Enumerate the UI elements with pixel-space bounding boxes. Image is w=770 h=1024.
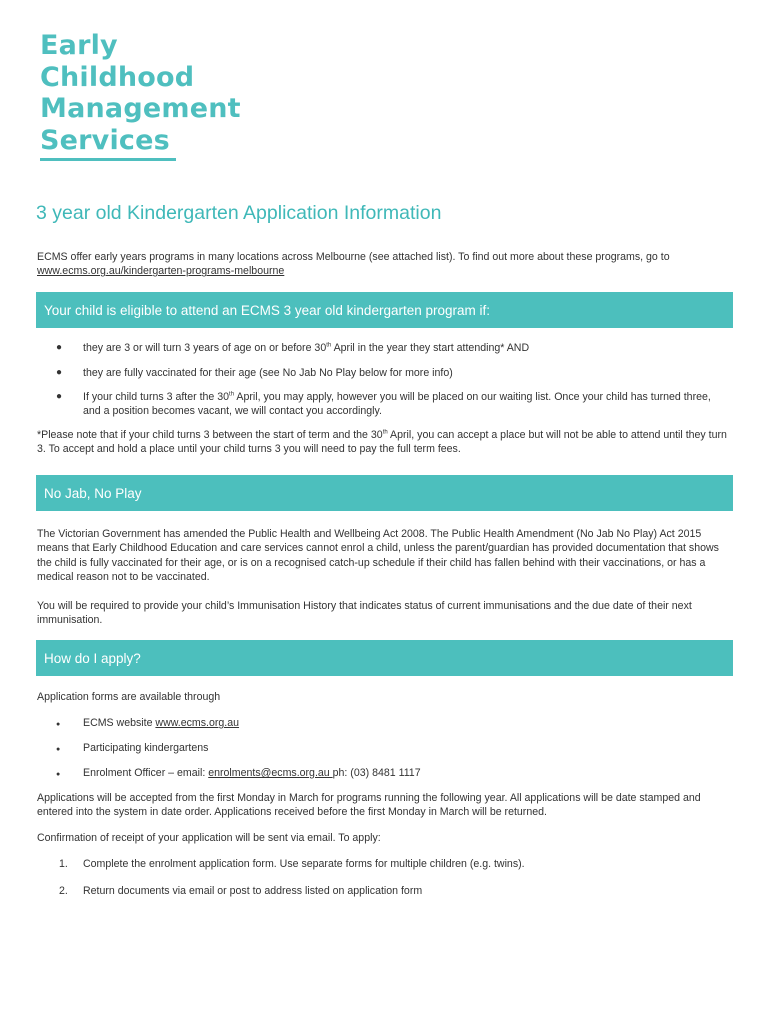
apply-paragraph-2: Confirmation of receipt of your application will be sent via email. To apply: <box>37 832 381 844</box>
nojab-heading: No Jab, No Play <box>44 485 142 501</box>
ecms-website-link[interactable]: www.ecms.org.au <box>155 717 240 729</box>
apply-bullet-3-text: Enrolment Officer – email: <box>83 767 209 779</box>
note-superscript: th <box>382 429 388 436</box>
eligibility-heading: Your child is eligible to attend an ECMS 3 year old kindergarten program if: <box>44 302 490 318</box>
apply-bullet-1 <box>56 716 726 732</box>
bullet-1-text: they are 3 or will turn 3 years of age on or before 30 <box>83 342 327 354</box>
apply-intro: Application forms are available through <box>37 691 221 703</box>
note-text-end: April, you can accept a place but will not be able to attend until they turn 3. To accept and hold a place until your child turns 3 you will need to pay the full term fees. <box>37 429 727 456</box>
apply-heading-banner <box>36 640 733 676</box>
bullet-icon: ● <box>56 367 63 378</box>
eligibility-note <box>37 428 727 457</box>
apply-heading: How do I apply? <box>44 650 141 666</box>
eligibility-bullet-1 <box>56 341 726 357</box>
bullet-3-superscript: th <box>229 391 235 398</box>
apply-bullet-1-text: ECMS website <box>83 717 156 729</box>
nojab-heading-banner <box>36 475 733 511</box>
logo-line-4: Services <box>40 124 170 156</box>
step-2-text: Return documents via email or post to address listed on application form <box>83 885 423 897</box>
bullet-icon: ● <box>56 342 63 353</box>
step-1-text: Complete the enrolment application form. Use separate forms for multiple children (e.g. twins). <box>83 858 525 870</box>
kindergarten-programs-link[interactable]: www.ecms.org.au/kindergarten-programs-melbourne <box>37 265 285 278</box>
bullet-1-text-end: April in the year they start attending* AND <box>331 342 530 354</box>
nojab-paragraph-1: The Victorian Government has amended the Public Health and Wellbeing Act 2008. The Public Health Amendment (No Jab No Play) Act 2015 means that Early Childhood Education and care services cannot enrol a child, unless the parent/guardian has provided documentation that shows the child is fully vaccinated for their age, or is on a recognised catch-up schedule if their child has fallen behind with their vaccinations, or has a medical reason not to be vaccinated. <box>37 528 719 583</box>
enrolments-phone: ph: (03) 8481 1117 <box>332 767 421 779</box>
bullet-2-text: they are fully vaccinated for their age (see No Jab No Play below for more info) <box>83 367 453 379</box>
bullet-icon: ● <box>56 391 63 402</box>
apply-step-2 <box>56 884 726 900</box>
page-title: 3 year old Kindergarten Application Information <box>36 202 442 224</box>
apply-bullet-2 <box>56 741 726 757</box>
bullet-icon: ● <box>56 746 61 753</box>
logo-line-2: Childhood <box>40 61 195 93</box>
bullet-icon: ● <box>56 771 61 778</box>
intro-text: ECMS offer early years programs in many locations across Melbourne (see attached list). To find out more about these programs, go to <box>37 251 670 263</box>
ecms-logo <box>40 30 241 156</box>
eligibility-heading-banner <box>36 292 733 328</box>
bullet-icon: ● <box>56 721 61 728</box>
note-text: *Please note that if your child turns 3 between the start of term and the 30 <box>37 429 383 441</box>
logo-line-3: Management <box>40 93 241 124</box>
logo-underline <box>40 158 176 161</box>
enrolments-email-link[interactable]: enrolments@ecms.org.au <box>208 767 333 779</box>
logo-line-1: Early <box>40 30 118 61</box>
nojab-paragraph-2: You will be required to provide your child’s Immunisation History that indicates status of current immunisations and the due date of their next immunisation. <box>37 600 692 627</box>
bullet-3-text: If your child turns 3 after the 30 <box>83 391 230 403</box>
bullet-3-text-end: April, you may apply, however you will be placed on our waiting list. Once your child has turned three, and a position becomes vacant, we will contact you accordingly. <box>83 391 711 418</box>
bullet-1-superscript: th <box>326 342 332 349</box>
intro-paragraph <box>37 250 727 279</box>
eligibility-bullet-3 <box>56 390 726 420</box>
eligibility-bullet-2 <box>56 366 726 382</box>
apply-bullet-2-text: Participating kindergartens <box>83 742 209 754</box>
step-2-number: 2. <box>59 885 68 897</box>
apply-step-1 <box>56 857 726 873</box>
apply-paragraph-1: Applications will be accepted from the first Monday in March for programs running the following year. All applications will be date stamped and entered into the system in date order. Applications received before the first Monday in March will be returned. <box>37 792 701 819</box>
step-1-number: 1. <box>59 858 68 870</box>
apply-bullet-3 <box>56 766 726 782</box>
